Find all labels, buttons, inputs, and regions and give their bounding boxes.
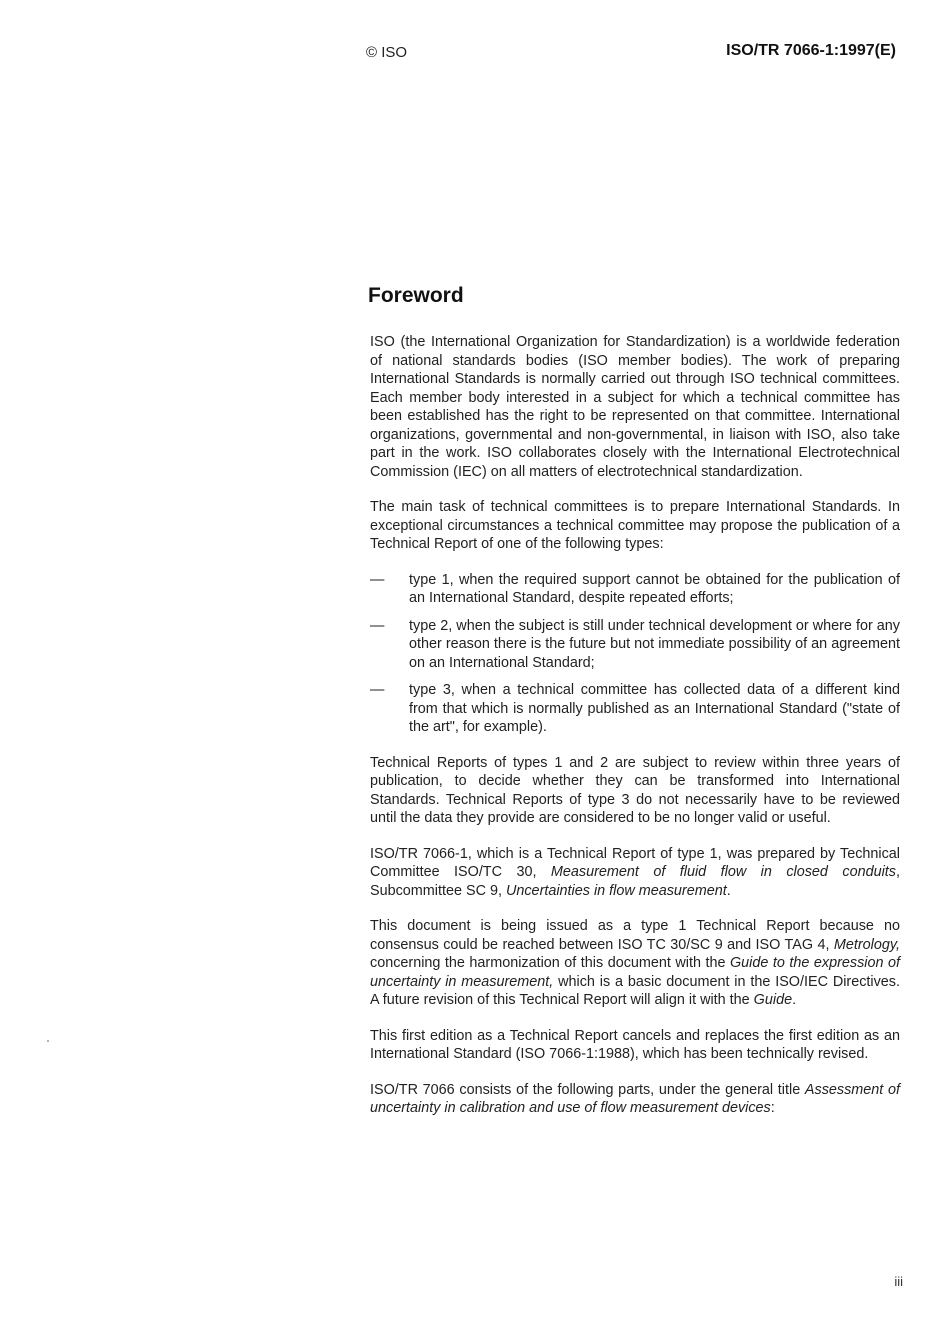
paragraph-type1-reason [370,917,900,1010]
committee-title: Measurement of fluid flow in closed conduits [550,864,896,880]
scan-speck [47,1040,49,1042]
metrology-title: Metrology, [833,936,900,953]
page-number: iii [894,1274,903,1289]
text-run: ISO/TR 7066 consists of the following parts, under the general title [370,1081,805,1098]
dash-marker: — [370,682,385,698]
copyright-header: © ISO [366,44,408,61]
text-run: : [770,1100,775,1116]
list-item [370,571,900,608]
report-types-list [370,571,900,737]
dash-marker: — [370,617,385,634]
paragraph-preparation [370,845,900,901]
foreword-body [370,333,900,1135]
text-run: . [792,992,797,1008]
document-reference-header: ISO/TR 7066-1:1997(E) [726,42,896,59]
paragraph-review: Technical Reports of types 1 and 2 are subject to review within three years of publication, to decide whether they can be transformed into International Standards. Technical Reports of type 3 do not necessarily have to be reviewed until the data they provide are considered to be no longer valid or useful. [370,754,900,826]
guide-title: Guide to the expression of uncertainty in measurement, [370,955,900,990]
subcommittee-title: Uncertainties in flow measurement [505,882,727,899]
text-run: . [726,882,731,899]
text-run: This document is being issued as a type 1 Technical Report because no consensus could be reached between ISO TC 30/SC 9 and ISO TAG 4, [370,918,900,953]
text-run: ISO/TR 7066-1, which is a Technical Report of type 1, was prepared by Technical Committee ISO/TC 30, [370,845,900,880]
guide-short-title: Guide [753,992,793,1008]
text-run: , Subcommittee SC 9, [370,864,900,899]
list-item [370,681,900,737]
text-run: which is a basic document in the ISO/IEC Directives. A future revision of this Technical Report will align it with the [370,973,900,1008]
paragraph-main-task: The main task of technical committees is to prepare International Standards. In exceptional circumstances a technical committee may propose the publication of a Technical Report of one of the following types: [370,499,900,552]
paragraph-parts [370,1081,900,1118]
paragraph-edition: This first edition as a Technical Report cancels and replaces the first edition as an International Standard (ISO 7066-1:1988), which has been technically revised. [370,1027,900,1062]
list-item [370,617,900,673]
text-run: concerning the harmonization of this document with the [370,955,730,971]
list-item-text: type 1, when the required support cannot be obtained for the publication of an International Standard, despite repeated efforts; [409,571,900,606]
paragraph-iso-overview: ISO (the International Organization for Standardization) is a worldwide federation of national standards bodies (ISO member bodies). The work of preparing International Standards is normally carried out through ISO technical committees. Each member body interested in a subject for which a technical committee has been established has the right to be represented on that committee. International organizations, governmental and non-governmental, in liaison with ISO, also take part in the work. ISO collaborates closely with the International Electrotechnical Commission (IEC) on all matters of electrotechnical standardization. [370,334,900,480]
general-title: Assessment of uncertainty in calibration and use of flow measurement devices [370,1081,900,1116]
list-item-text: type 3, when a technical committee has collected data of a different kind from that which is normally published as an International Standard ("state of the art", for example). [409,682,900,735]
page-title: Foreword [368,284,464,307]
dash-marker: — [370,571,385,588]
list-item-text: type 2, when the subject is still under technical development or where for any other reason there is the future but not immediate possibility of an agreement on an International Standard; [409,617,900,671]
